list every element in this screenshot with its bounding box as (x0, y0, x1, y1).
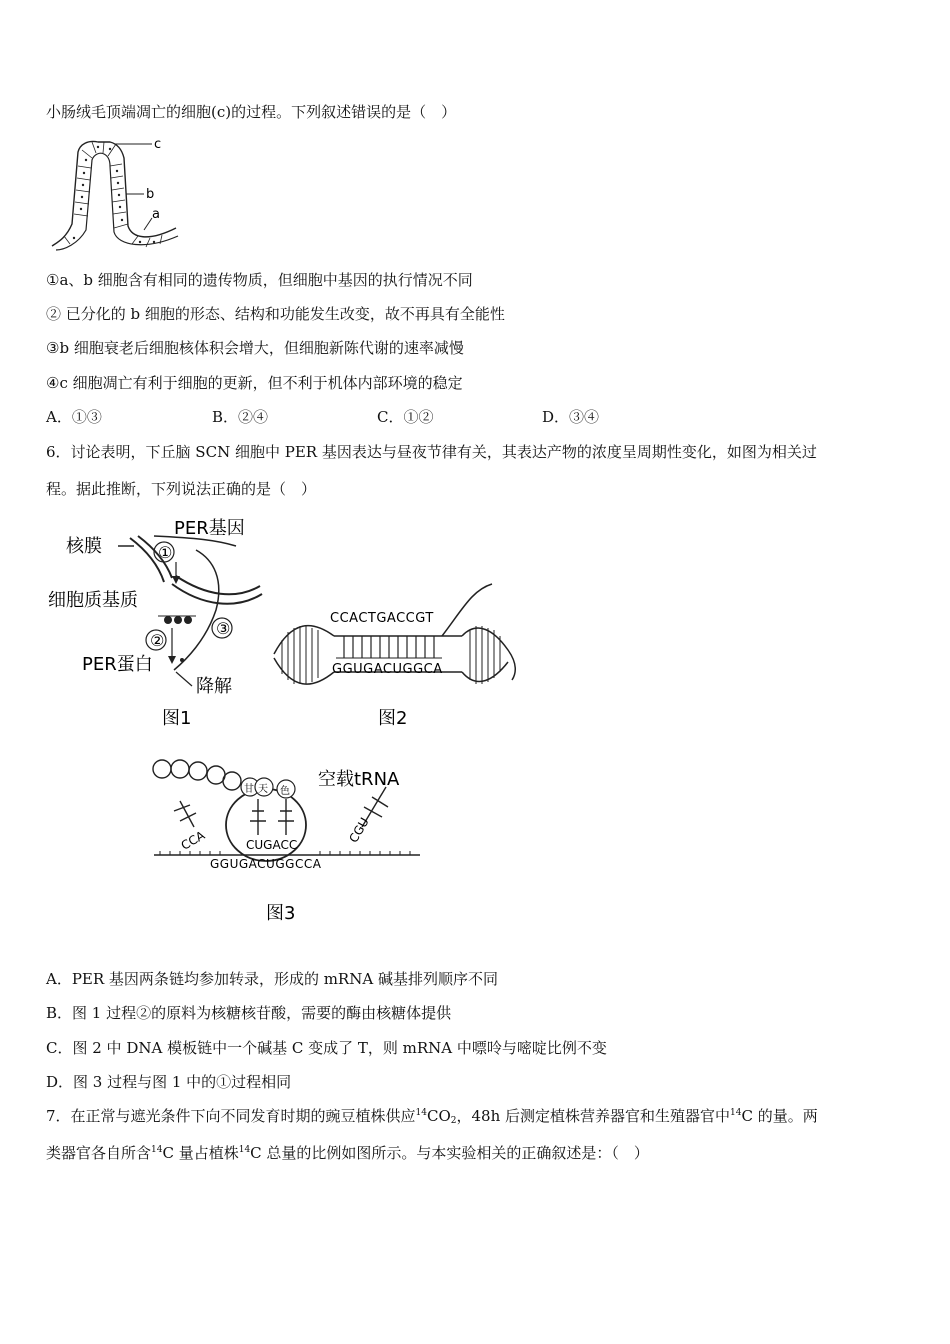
fig1-step1: ① (158, 543, 173, 562)
fig3-aa3: 色 (280, 786, 290, 797)
fig3-empty-trna-label: 空载tRNA (318, 769, 400, 790)
fig1-cytoplasm-label: 细胞质基质 (48, 590, 138, 611)
fig1-nuclear-membrane-label: 核膜 (66, 536, 102, 557)
q5-option-d: D．③④ (542, 408, 600, 426)
label-b: b (146, 187, 155, 202)
fig2-dna-strand: CCACTGACCGT (330, 611, 434, 626)
fig1-caption: 图1 (162, 708, 192, 729)
fig1-per-gene-label: PER基因 (174, 518, 245, 539)
q5-option-b: B．②④ (212, 408, 269, 426)
q5-option-a: A．①③ (46, 408, 102, 426)
q5-statement-1: ①a、b 细胞含有相同的遗传物质，但细胞中基因的执行情况不同 (46, 271, 473, 289)
fig3-anticodon-left: CCA (178, 828, 208, 853)
fig3-anticodon-right: CGU (346, 815, 372, 846)
q5-statement-2: ② 已分化的 b 细胞的形态、结构和功能发生改变，故不再具有全能性 (46, 305, 505, 323)
label-a: a (152, 207, 160, 222)
fig2-caption: 图2 (378, 708, 408, 729)
q6-stem-line1: 6．讨论表明，下丘脑 SCN 细胞中 PER 基因表达与昼夜节律有关，其表达产物的浓度呈周期性变化，如图为相关过 (46, 443, 817, 461)
q7-stem-line1: 7．在正常与遮光条件下向不同发育时期的豌豆植株供应$^{14}CO_2$，48h 后测定植株营养器官和生殖器官中$^{14}$C 的量。两 (46, 1107, 818, 1126)
figure-2-transcription (272, 580, 522, 735)
q6-option-a: A．PER 基因两条链均参加转录，形成的 mRNA 碱基排列顺序不同 (46, 970, 498, 988)
q7-stem-line2: 类器官各自所含$^{14}$C 量占植株$^{14}$C 总量的比例如图所示。与本实验相关的正确叙述是：（ ） (46, 1144, 649, 1162)
q5-option-c: C．①② (377, 408, 434, 426)
figure-1-per-gene (46, 510, 286, 735)
fig1-step3: ③ (216, 619, 231, 638)
fig1-step2: ② (150, 631, 165, 650)
fig3-mrna: GGUGACUGGCCA (210, 857, 322, 871)
q5-statement-3: ③b 细胞衰老后细胞核体积会增大，但细胞新陈代谢的速率减慢 (46, 339, 464, 357)
q6-stem-line2: 程。据此推断，下列说法正确的是（ ） (46, 480, 317, 498)
fig3-ribosome-codons: CUGACC (246, 838, 298, 852)
fig3-aa2: 天 (258, 784, 268, 795)
q5-statement-4: ④c 细胞凋亡有利于细胞的更新，但不利于机体内部环境的稳定 (46, 374, 463, 392)
villus-figure (48, 134, 188, 254)
q6-option-d: D．图 3 过程与图 1 中的①过程相同 (46, 1073, 292, 1091)
q6-option-c: C．图 2 中 DNA 模板链中一个碱基 C 变成了 T，则 mRNA 中嘌呤与嘧啶比例不变 (46, 1039, 607, 1057)
fig2-rna-strand: GGUGACUGGCA (332, 662, 443, 677)
fig3-caption: 图3 (266, 903, 296, 924)
fig3-aa1: 甘 (244, 784, 254, 795)
fig1-degradation-label: 降解 (196, 676, 232, 697)
q6-option-b: B．图 1 过程②的原料为核糖核苷酸，需要的酶由核糖体提供 (46, 1004, 452, 1022)
q5-stem: 小肠绒毛顶端凋亡的细胞(c)的过程。下列叙述错误的是（ ） (46, 103, 457, 121)
fig1-per-protein-label: PER蛋白 (82, 654, 153, 675)
label-c: c (154, 137, 162, 152)
figure-3-translation (150, 755, 430, 930)
